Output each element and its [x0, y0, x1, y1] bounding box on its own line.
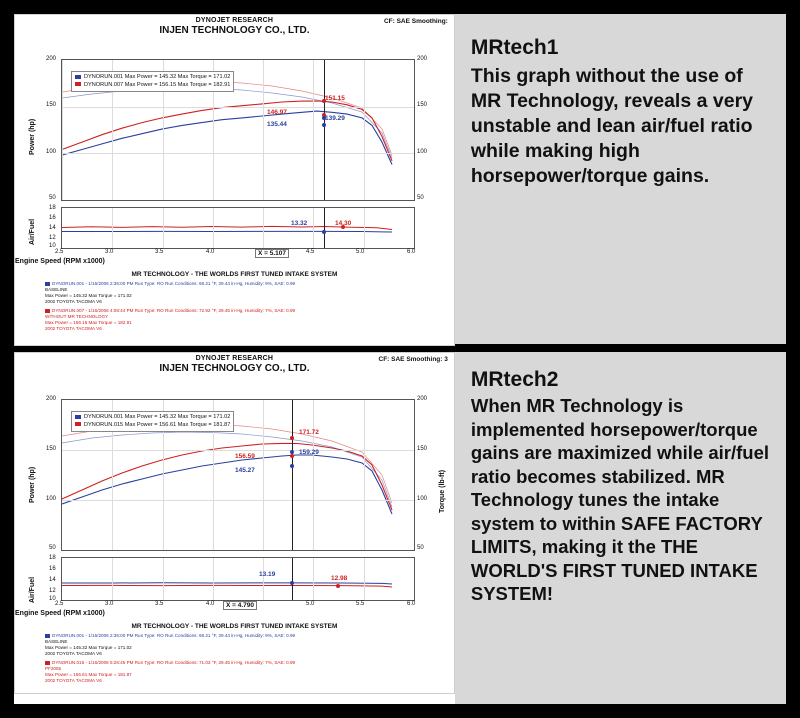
chart1-af-axis-label: Air/Fuel: [29, 218, 36, 245]
chart1-rytick-150: 150: [417, 102, 428, 108]
chart2-xtick-6: 6.0: [407, 601, 416, 607]
chart1-annot-151: 151.15: [325, 95, 345, 102]
chart1-af-tick-10: 10: [49, 243, 56, 249]
chart2-ytick-200: 200: [46, 396, 57, 402]
chart1-rytick-200: 200: [417, 56, 428, 62]
chart1-ytick-50: 50: [49, 195, 56, 201]
chart2-annot-159: 159.29: [299, 449, 319, 456]
chart1-xtick-3: 4.0: [206, 249, 215, 255]
chart1-ytick-100: 100: [46, 149, 57, 155]
chart2-rytick-200: 200: [417, 396, 428, 402]
chart2-af-axis-label: Air/Fuel: [29, 576, 36, 603]
chart2-point-red-1: [290, 436, 294, 440]
chart1-legend: [71, 71, 234, 92]
panel-mrtech2: [14, 352, 786, 704]
chart1-af-curves: [62, 208, 414, 248]
chart1-af-annot-red: 14.30: [335, 220, 352, 227]
chart2-af-annot-blue: 13.19: [259, 571, 276, 578]
chart2-annot-145: 145.27: [235, 467, 255, 474]
chart2-af-tick-18: 18: [49, 555, 56, 561]
chart2-af-cursor[interactable]: [292, 558, 293, 600]
chart2-rytick-100: 100: [417, 496, 428, 502]
chart2-af-tick-12: 12: [49, 588, 56, 594]
chart1-rytick-100: 100: [417, 149, 428, 155]
panel-mrtech2-text: [455, 352, 786, 704]
chart2-ytick-100: 100: [46, 496, 57, 502]
chart2-legend-item-1: DYNORUN.015 Max Power = 156.61 Max Torque = 181.87: [75, 422, 230, 430]
chart2-rytick-50: 50: [417, 545, 424, 551]
chart1-run-0: DYNORUN.001 - 1/16/2006 2:36:00 PM Run Type: RO Run Conditions: 69.21 °F, 29.44 in-Hg, Humidity: 9%, SAE: 0.99 BASELINE Max Power = 145.32 Max Torque = 171.02 2002 TOYOTA TACOMA V6: [45, 281, 296, 304]
chart2-af-tick-14: 14: [49, 577, 56, 583]
chart1-xtick-2: 3.5: [155, 249, 164, 255]
chart2-af-curves: [62, 558, 414, 600]
chart2-run-1: DYNORUN.015 - 1/16/2006 5:26:45 PM Run Type: RO Run Conditions: 71.03 °F, 29.45 in-Hg, Humidity: 7%, SAE: 0.99 PF2055 Max Power = 156.61 Max Torque = 181.87 2002 TOYOTA TACOMA V6: [45, 660, 296, 683]
chart2-xtick-0: 2.5: [55, 601, 64, 607]
panel-mrtech1: [14, 14, 786, 344]
chart1-ytick-150: 150: [46, 102, 57, 108]
chart1-annot-135: 135.44: [267, 121, 287, 128]
chart2-af-tick-16: 16: [49, 566, 56, 572]
chart1-rytick-50: 50: [417, 195, 424, 201]
mrtech1-title: MRtech1: [470, 36, 559, 59]
chart1-xtick-0: 2.5: [55, 249, 64, 255]
dyno-chart-mrtech1: [14, 14, 455, 346]
mrtech1-body: This graph without the use of MR Technology, reveals a very unstable and lean air/fuel ratio while making high horsepower/torque gains.: [470, 65, 753, 187]
chart1-af-tick-14: 14: [49, 225, 56, 231]
chart2-x-axis-label: Engine Speed (RPM x1000): [15, 610, 105, 617]
chart1-xtick-5: 5.0: [356, 249, 365, 255]
chart1-af-annot-blue: 13.32: [291, 220, 308, 227]
dyno-chart-mrtech2: [14, 352, 455, 694]
chart2-xtick-2: 3.5: [155, 601, 164, 607]
chart2-xtick-5: 5.5: [356, 601, 365, 607]
chart1-annot-146: 146.97: [267, 109, 287, 116]
chart2-legend: [71, 411, 234, 432]
chart1-af-tick-18: 18: [49, 205, 56, 211]
mrtech2-body: When MR Technology is implemented horsepower/torque gains are maximized while air/fuel ratio becomes stabilized. MR Technology tunes the intake system to within SAFE FACTORY LIMITS, making it the THE WORLD'S FIRST TUNED INTAKE SYSTEM!: [470, 395, 770, 604]
chart1-af-cursor[interactable]: [324, 208, 325, 248]
chart2-xtick-1: 3.0: [105, 601, 114, 607]
panel-mrtech1-text: [455, 14, 786, 344]
chart1-cursor-readout: X = 5.107: [255, 249, 289, 258]
chart1-x-axis-label: Engine Speed (RPM x1000): [15, 258, 105, 265]
chart1-smoothing: CF: SAE Smoothing:: [383, 18, 448, 25]
chart1-legend-item-0: DYNORUN.001 Max Power = 145.32 Max Torque = 171.02: [75, 74, 230, 82]
chart1-af-plot: [61, 207, 415, 249]
chart2-af-point-blue: [290, 581, 294, 585]
chart2-point-red-2: [290, 454, 294, 458]
chart1-xtick-4: 4.5: [306, 249, 315, 255]
chart2-af-point-red: [336, 584, 340, 588]
chart2-ytick-150: 150: [46, 446, 57, 452]
chart1-y-axis-label: Power (hp): [29, 118, 36, 155]
chart1-header: DYNOJET RESEARCH INJEN TECHNOLOGY CO., LTD.: [159, 17, 310, 36]
chart1-cursor[interactable]: [324, 60, 325, 200]
chart2-annot-156: 156.59: [235, 453, 255, 460]
chart1-ytick-200: 200: [46, 56, 57, 62]
mrtech2-title: MRtech2: [470, 368, 559, 391]
chart1-title: MR TECHNOLOGY - THE WORLDS FIRST TUNED INTAKE SYSTEM: [131, 271, 338, 278]
chart2-annot-171: 171.72: [299, 429, 319, 436]
chart2-smoothing: CF: SAE Smoothing: 3: [378, 356, 448, 363]
chart2-legend-item-0: DYNORUN.001 Max Power = 145.32 Max Torque = 171.02: [75, 414, 230, 422]
chart1-annot-139: 139.29: [325, 115, 345, 122]
chart2-right-axis-label: Torque (lb-ft): [439, 469, 446, 513]
chart2-xtick-3: 4.0: [206, 601, 215, 607]
chart2-y-axis-label: Power (hp): [29, 466, 36, 503]
chart1-point-blue-2: [322, 123, 326, 127]
chart1-af-point-blue: [322, 230, 326, 234]
chart2-xtick-4: 5.0: [306, 601, 315, 607]
chart2-cursor-readout: X = 4.790: [223, 601, 257, 610]
chart1-af-tick-12: 12: [49, 235, 56, 241]
chart1-af-tick-16: 16: [49, 215, 56, 221]
chart2-rytick-150: 150: [417, 446, 428, 452]
chart2-ytick-50: 50: [49, 545, 56, 551]
chart1-legend-item-1: DYNORUN.007 Max Power = 156.15 Max Torque = 182.91: [75, 82, 230, 90]
chart2-header: DYNOJET RESEARCH INJEN TECHNOLOGY CO., LTD.: [159, 355, 310, 374]
chart2-run-0: DYNORUN.001 - 1/16/2006 2:36:00 PM Run Type: RO Run Conditions: 69.21 °F, 29.44 in-Hg, Humidity: 9%, SAE: 0.99 BASELINE Max Power = 145.32 Max Torque = 171.02 2002 TOYOTA TACOMA V6: [45, 633, 296, 656]
chart1-xtick-1: 3.0: [105, 249, 114, 255]
chart2-af-tick-10: 10: [49, 596, 56, 602]
chart1-xtick-6: 6.0: [407, 249, 416, 255]
chart2-af-plot: [61, 557, 415, 601]
chart2-point-blue-2: [290, 464, 294, 468]
chart2-af-annot-red: 12.98: [331, 575, 348, 582]
chart2-title: MR TECHNOLOGY - THE WORLDS FIRST TUNED INTAKE SYSTEM: [131, 623, 338, 630]
chart2-cursor[interactable]: [292, 400, 293, 550]
chart1-run-1: DYNORUN.007 - 1/16/2006 4:08:44 PM Run Type: RO Run Conditions: 72.92 °F, 29.45 in-Hg, Humidity: 7%, SAE: 0.99 WITHOUT MR TECHNOLOGY Max Power = 156.15 Max Torque = 182.91 2002 TOYOTA TACOMA V6: [45, 308, 296, 331]
